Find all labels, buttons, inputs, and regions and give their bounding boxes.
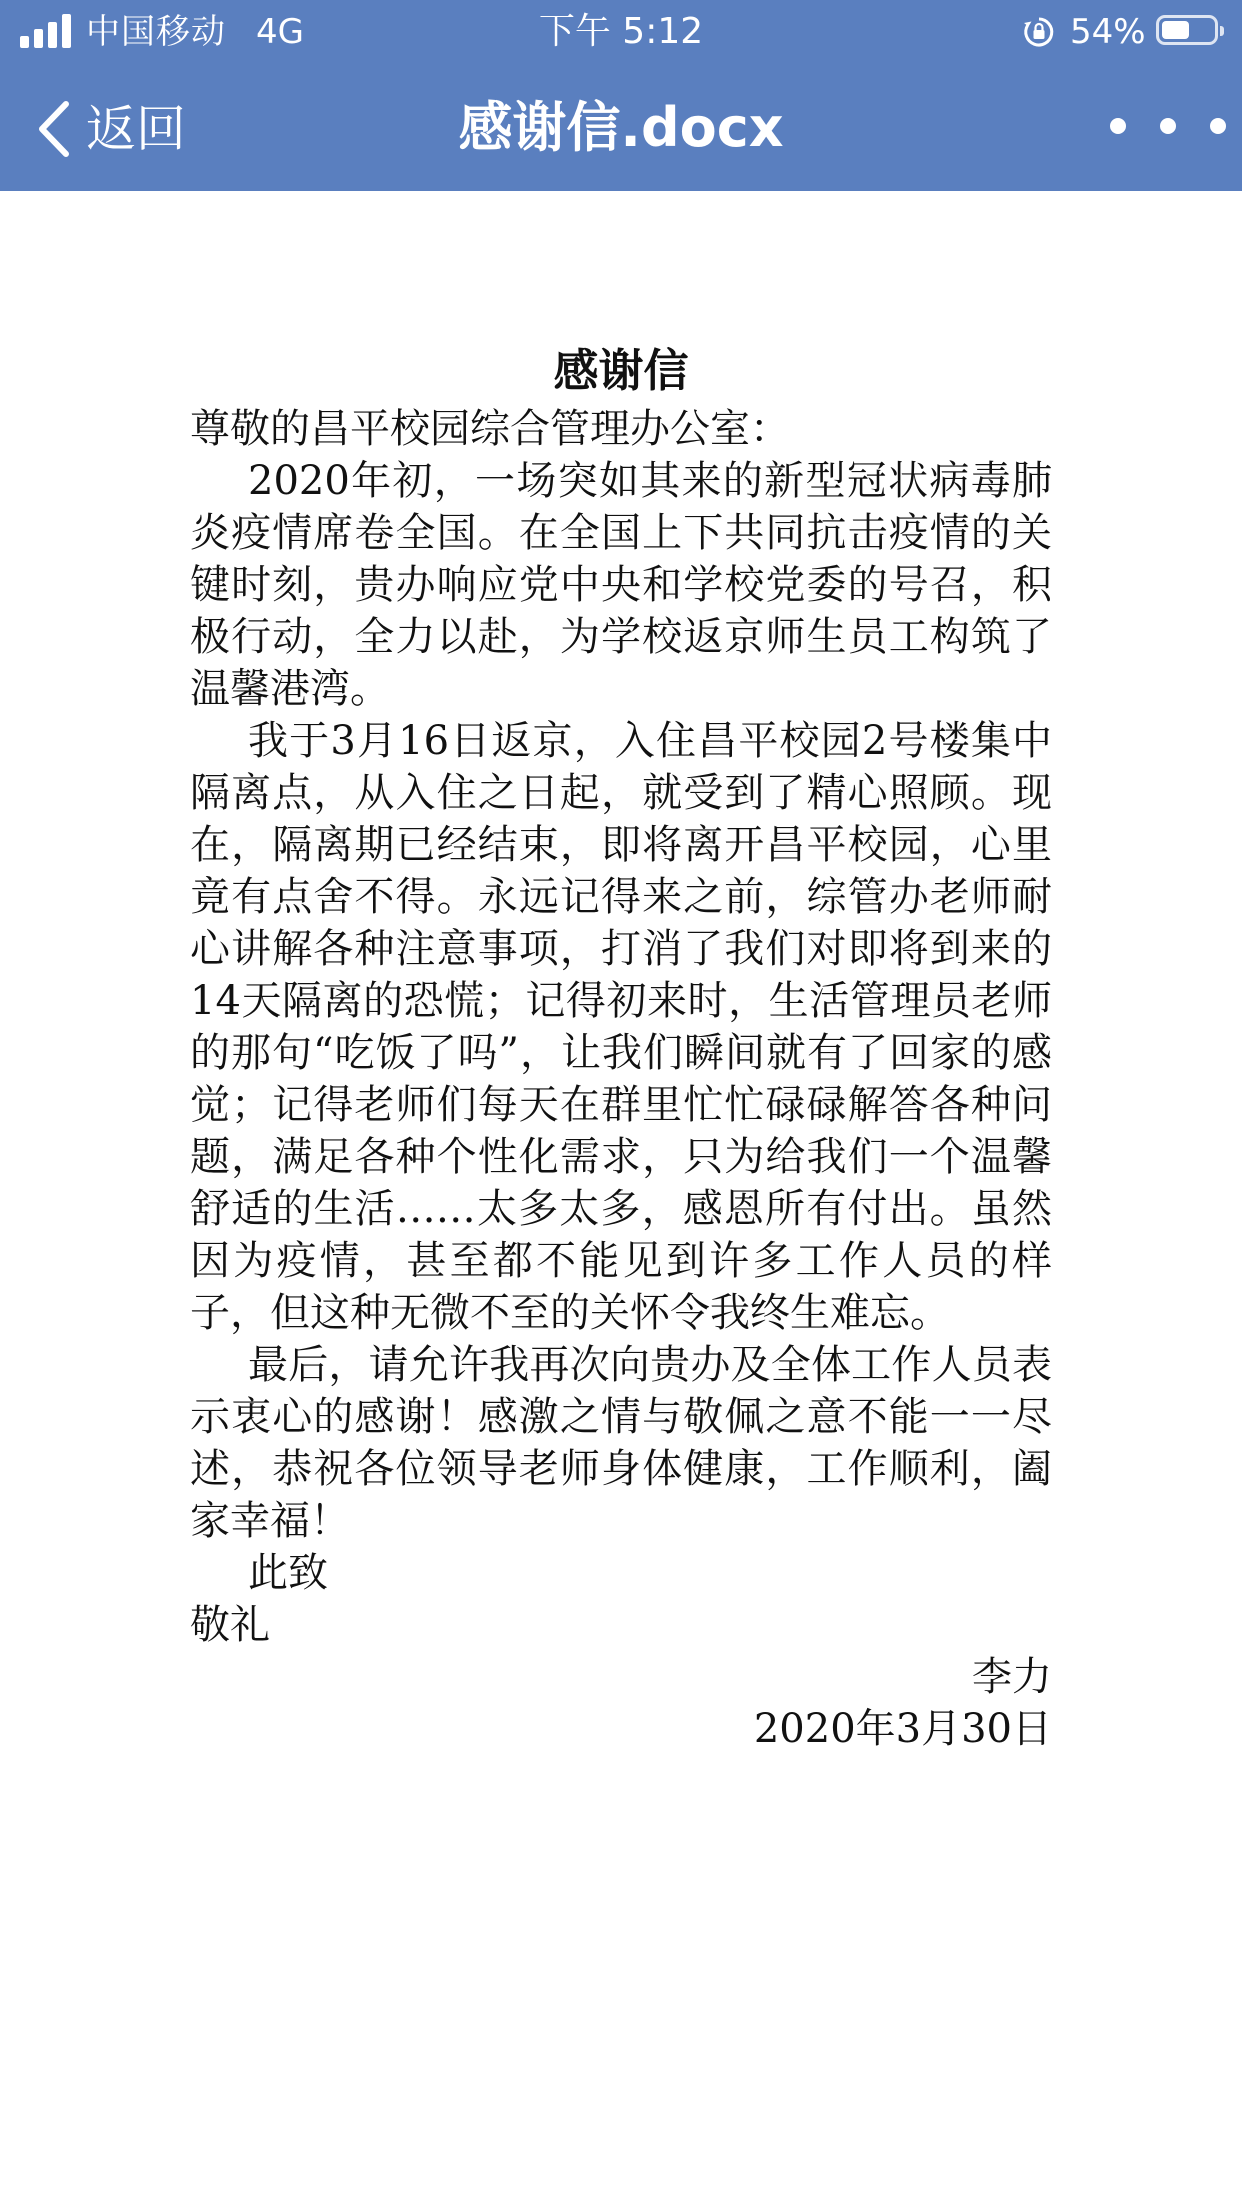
more-options-button[interactable] bbox=[1110, 106, 1226, 146]
battery-icon bbox=[1156, 15, 1218, 45]
back-label: 返回 bbox=[86, 100, 186, 158]
battery-level-fill bbox=[1162, 21, 1189, 39]
app-header bbox=[0, 0, 1242, 191]
network-type: 4G bbox=[256, 12, 304, 52]
battery-percentage: 54% bbox=[1070, 12, 1146, 52]
dot-icon bbox=[1160, 118, 1176, 134]
status-time: 下午 5:12 bbox=[538, 11, 704, 52]
dot-icon bbox=[1210, 118, 1226, 134]
carrier-name: 中国移动 bbox=[86, 12, 226, 52]
letter-salutation: 尊敬的昌平校园综合管理办公室： bbox=[190, 406, 790, 452]
document-viewer[interactable] bbox=[0, 191, 1242, 2208]
navigation-bar bbox=[0, 64, 1242, 191]
letter-regards: 敬礼 bbox=[190, 1602, 270, 1648]
letter-heading: 感谢信 bbox=[553, 344, 689, 397]
letter-signature: 李力 bbox=[972, 1654, 1052, 1700]
letter-paragraph: 2020年初，一场突如其来的新型冠状病毒肺炎疫情席卷全国。在全国上下共同抗击疫情的关键时刻，贵办响应党中央和学校党委的号召，积极行动，全力以赴，为学校返京师生员工构筑了温馨港湾。 bbox=[190, 458, 1052, 712]
letter-paragraph: 最后，请允许我再次向贵办及全体工作人员表示衷心的感谢！感激之情与敬佩之意不能一一尽述，恭祝各位领导老师身体健康，工作顺利，阖家幸福！ bbox=[190, 1342, 1052, 1544]
letter-date: 2020年3月30日 bbox=[753, 1706, 1052, 1752]
letter-paragraph: 我于3月16日返京，入住昌平校园2号楼集中隔离点，从入住之日起，就受到了精心照顾。现在，隔离期已经结束，即将离开昌平校园，心里竟有点舍不得。永远记得来之前，综管办老师耐心讲解各种注意事项，打消了我们对即将到来的14天隔离的恐慌；记得初来时，生活管理员老师的那句“吃饭了吗”，让我们瞬间就有了回家的感觉；记得老师们每天在群里忙忙碌碌解答各种问题，满足各种个性化需求，只为给我们一个温馨舒适的生活……太多太多，感恩所有付出。虽然因为疫情，甚至都不能见到许多工作人员的样子，但这种无微不至的关怀令我终生难忘。 bbox=[190, 718, 1052, 1336]
letter-closing: 此致 bbox=[248, 1550, 328, 1596]
letter-body bbox=[190, 403, 1052, 1755]
dot-icon bbox=[1110, 118, 1126, 134]
status-bar bbox=[0, 0, 1242, 64]
rotation-lock-icon bbox=[1022, 15, 1056, 49]
page-title: 感谢信.docx bbox=[458, 96, 784, 159]
